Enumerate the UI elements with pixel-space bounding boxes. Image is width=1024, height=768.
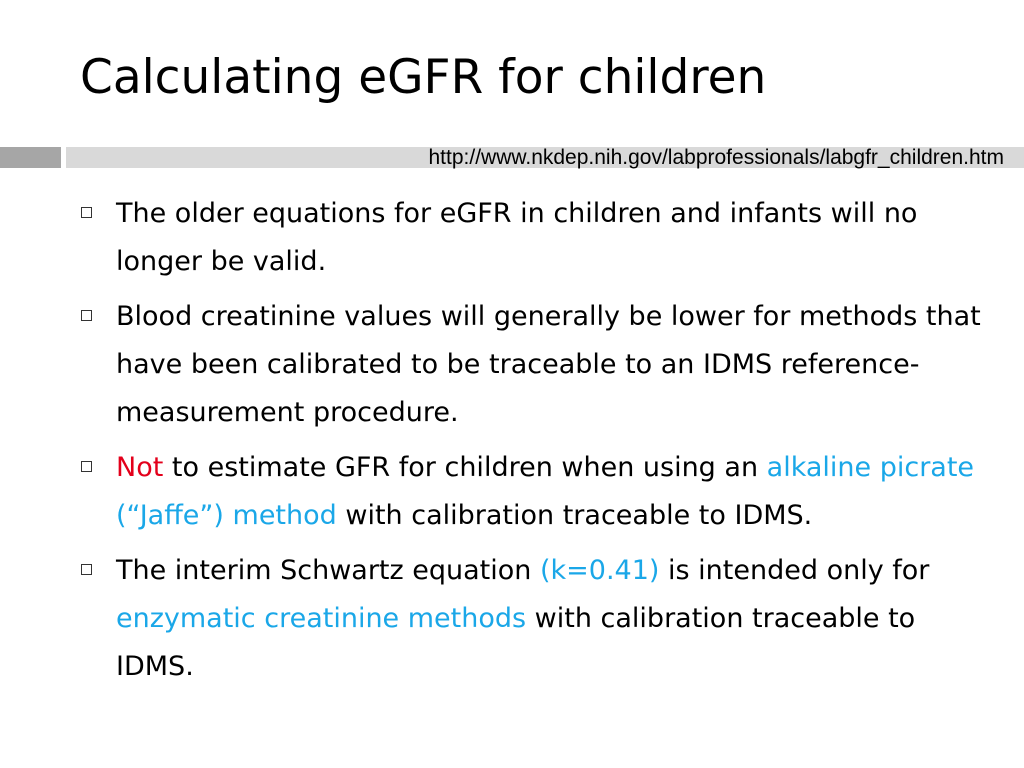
hollow-square-icon xyxy=(81,310,92,321)
bullet-text: The interim Schwartz equation xyxy=(116,555,540,586)
highlight-k-value: (k=0.41) xyxy=(539,555,660,586)
source-url: http://www.nkdep.nih.gov/labprofessionals/labgfr_children.htm xyxy=(428,146,1004,169)
slide-title: Calculating eGFR for children xyxy=(80,50,767,105)
bullet-item-2 xyxy=(78,293,998,437)
hollow-square-icon xyxy=(81,461,92,472)
bullet-item-3 xyxy=(78,444,998,540)
bullet-text: with calibration traceable to IDMS. xyxy=(336,500,813,531)
bullet-text: with calibration traceable to IDMS. xyxy=(116,603,916,682)
bullet-list xyxy=(78,190,998,698)
bullet-item-1 xyxy=(78,190,998,286)
bullet-text: The older equations for eGFR in children and infants will no longer be valid. xyxy=(116,198,918,277)
title-rule-dark xyxy=(0,147,61,168)
bullet-item-4 xyxy=(78,547,998,691)
hollow-square-icon xyxy=(81,564,92,575)
highlight-enzymatic-methods: enzymatic creatinine methods xyxy=(116,603,527,634)
emphasis-not: Not xyxy=(116,452,164,483)
bullet-text: is intended only for xyxy=(659,555,930,586)
highlight-jaffe-method: alkaline picrate (“Jaffe”) method xyxy=(116,452,975,531)
hollow-square-icon xyxy=(81,207,92,218)
bullet-text: to estimate GFR for children when using an xyxy=(163,452,767,483)
bullet-text: Blood creatinine values will generally be lower for methods that have been calibrated to be traceable to an IDMS reference-measurement procedure. xyxy=(116,301,981,428)
